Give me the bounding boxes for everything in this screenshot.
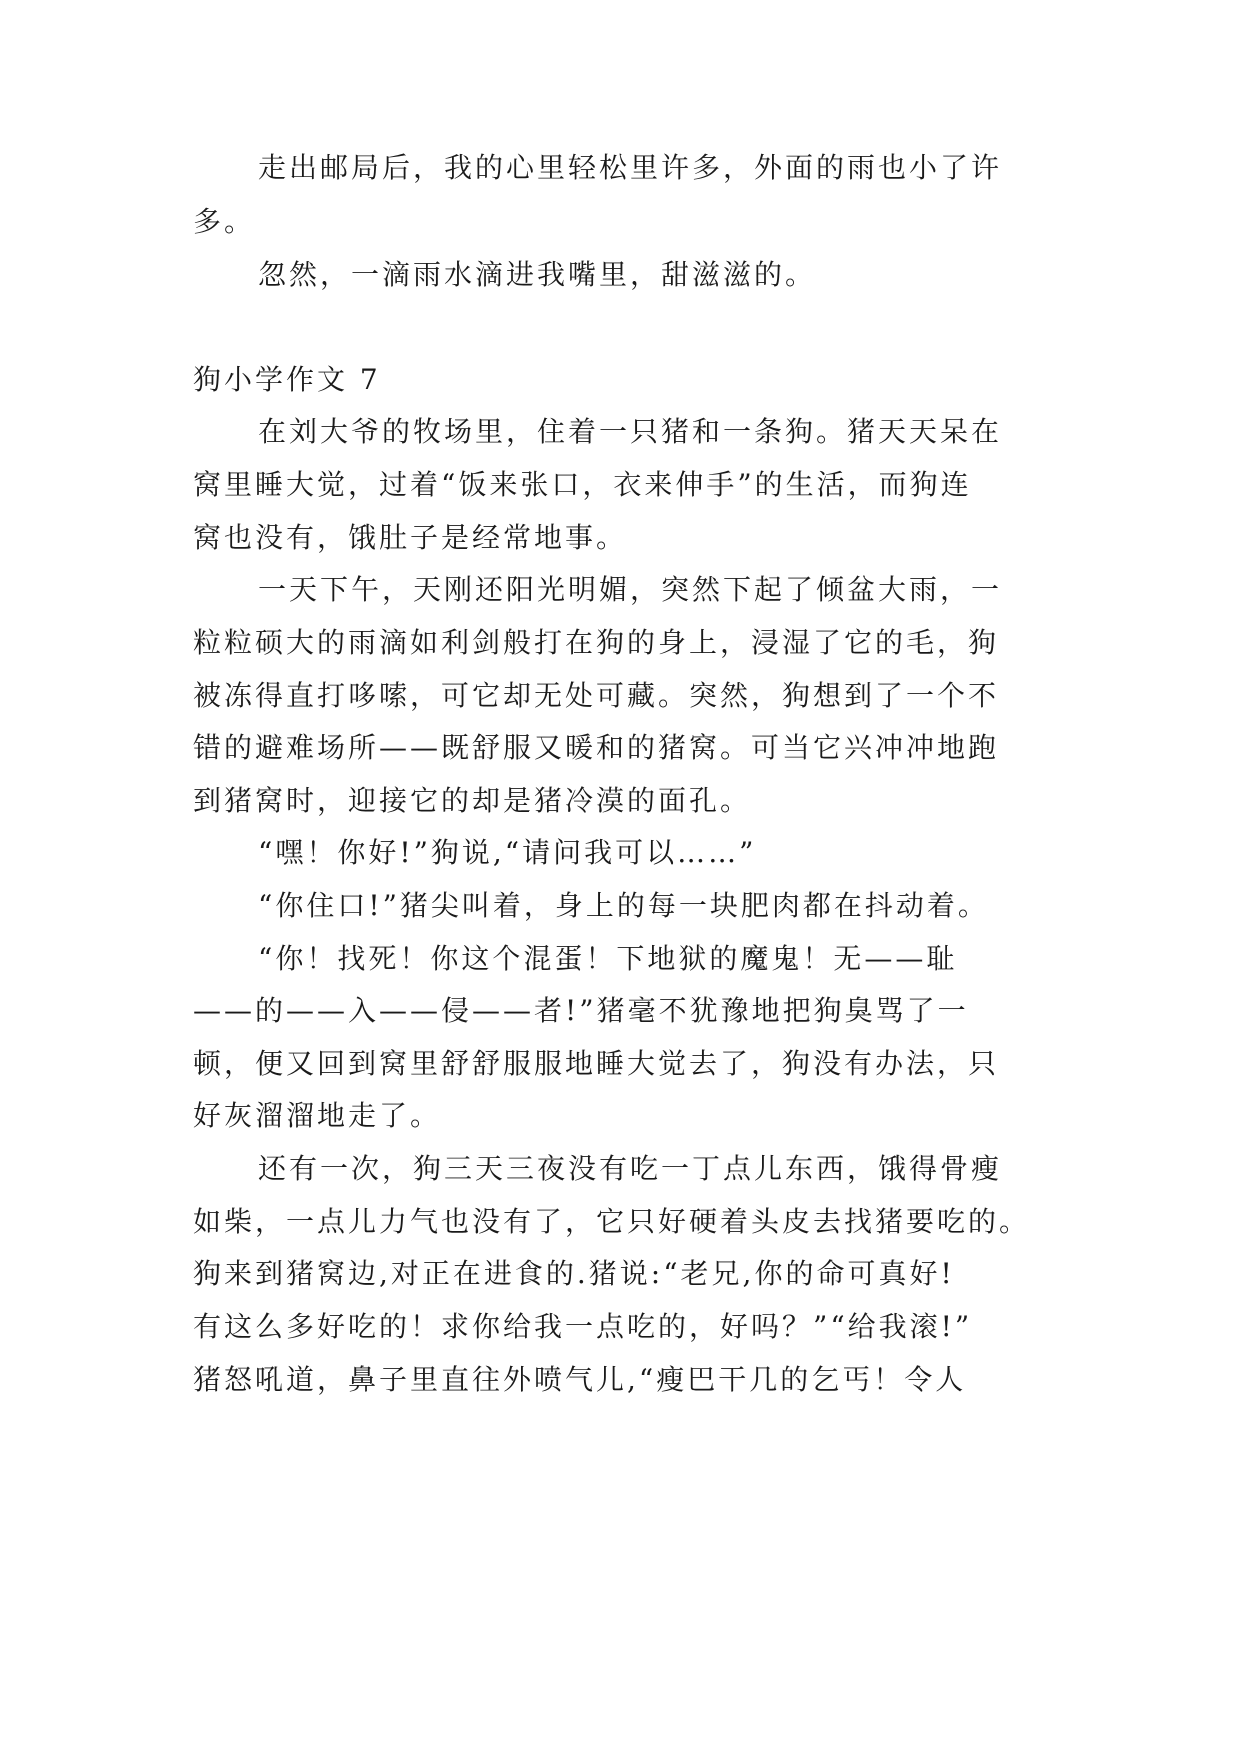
paragraph-line: ——的——入——侵——者!”猪毫不犹豫地把狗臭骂了一 <box>193 994 969 1027</box>
paragraph-line: “你！找死！你这个混蛋！下地狱的魔鬼！无——耻 <box>258 942 958 975</box>
paragraph-line: 在刘大爷的牧场里，住着一只猪和一条狗。猪天天呆在 <box>258 415 1003 448</box>
paragraph-line: 窝也没有，饿肚子是经常地事。 <box>193 521 628 554</box>
essay-title: 狗小学作文 7 <box>193 363 381 396</box>
paragraph-line: 狗来到猪窝边,对正在进食的.猪说:“老兄,你的命可真好! <box>193 1257 955 1290</box>
paragraph-line: 忽然，一滴雨水滴进我嘴里，甜滋滋的。 <box>258 258 817 291</box>
paragraph-line: 好灰溜溜地走了。 <box>193 1099 442 1132</box>
paragraph-line: 如柴，一点儿力气也没有了，它只好硬着头皮去找猪要吃的。 <box>193 1205 1031 1238</box>
paragraph-line: “你住口!”猪尖叫着，身上的每一块肥肉都在抖动着。 <box>258 889 989 922</box>
paragraph-line: 被冻得直打哆嗦，可它却无处可藏。突然，狗想到了一个不 <box>193 679 1000 712</box>
paragraph-line: 还有一次，狗三天三夜没有吃一丁点儿东西，饿得骨瘦 <box>258 1152 1003 1185</box>
paragraph-line: 多。 <box>193 205 256 238</box>
paragraph-line: 猪怒吼道，鼻子里直往外喷气儿,“瘦巴干几的乞丐！令人 <box>193 1363 967 1396</box>
paragraph-line: 走出邮局后，我的心里轻松里许多，外面的雨也小了许 <box>258 151 1003 184</box>
paragraph-line: 到猪窝时，迎接它的却是猪冷漠的面孔。 <box>193 784 752 817</box>
paragraph-line: “嘿！你好!”狗说,“请问我可以……” <box>258 836 757 869</box>
paragraph-line: 有这么多好吃的！求你给我一点吃的，好吗？”“给我滚!” <box>193 1310 973 1343</box>
paragraph-line: 粒粒硕大的雨滴如利剑般打在狗的身上，浸湿了它的毛，狗 <box>193 626 1000 659</box>
paragraph-line: 顿，便又回到窝里舒舒服服地睡大觉去了，狗没有办法，只 <box>193 1047 1000 1080</box>
paragraph-line: 错的避难场所——既舒服又暖和的猪窝。可当它兴冲冲地跑 <box>193 731 1000 764</box>
paragraph-line: 窝里睡大觉，过着“饭来张口，衣来伸手”的生活，而狗连 <box>193 468 972 501</box>
paragraph-line: 一天下午，天刚还阳光明媚，突然下起了倾盆大雨，一 <box>258 573 1003 606</box>
